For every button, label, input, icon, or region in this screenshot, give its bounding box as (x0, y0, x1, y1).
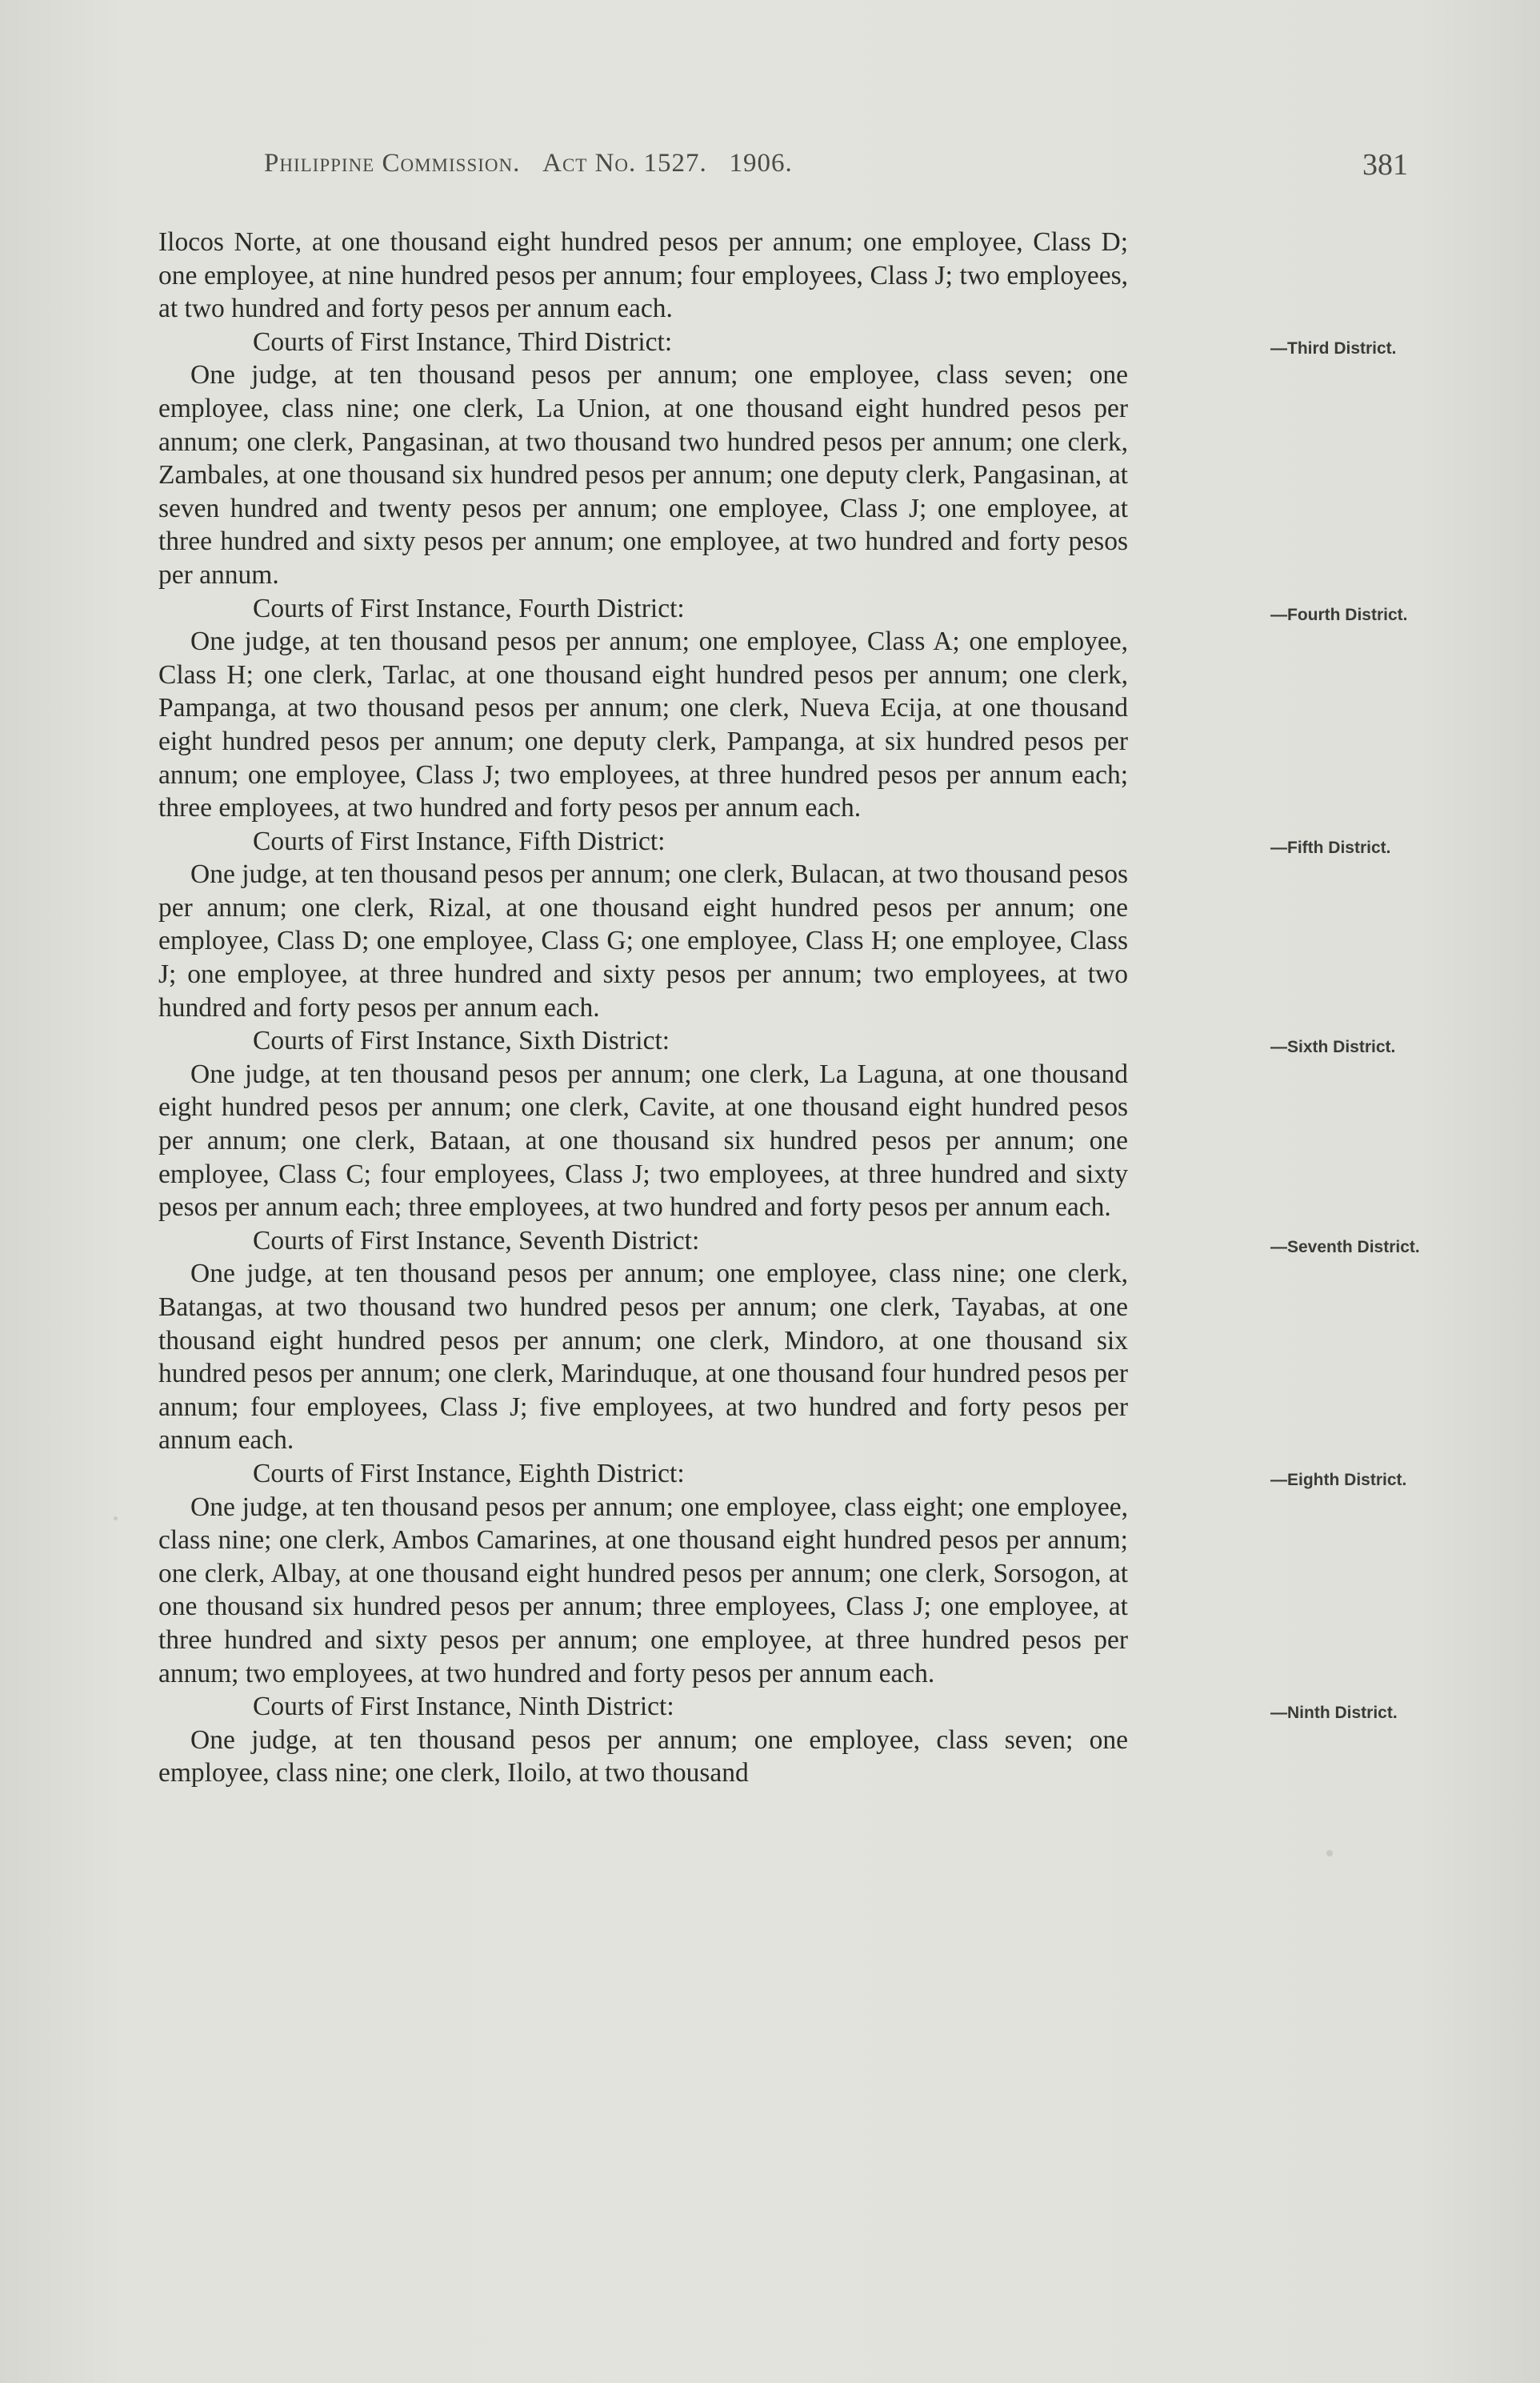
section-heading-text: Courts of First Instance, Sixth District: (253, 1026, 670, 1056)
side-note-fourth-district: —Fourth District. (1270, 605, 1408, 624)
act-number: Act No. 1527. (542, 149, 707, 178)
paper-speck (1326, 1850, 1333, 1856)
section-heading-text: Courts of First Instance, Eighth District: (253, 1458, 685, 1488)
page-body (158, 226, 1420, 1790)
section-heading-text: Courts of First Instance, Fifth District: (253, 826, 666, 856)
side-note-sixth-district: —Sixth District. (1270, 1038, 1396, 1057)
section-text-third-district: One judge, at ten thousand pesos per annum; one employee, class seven; one employee, class nine; one clerk, La Union, at one thousand eight hundred pesos per annum; one clerk, Pangasinan, at two thousand two hundred pesos per annum; one clerk, Zambales, at one thousand six hundred pesos per annum; one deputy clerk, Pangasinan, at seven hundred and twenty pesos per annum; one employee, Class J; one employee, at three hundred and sixty pesos per annum; one employee, at two hundred and forty pesos per annum. (158, 360, 1128, 590)
section-heading-ninth-district (158, 1690, 1398, 1724)
section-heading-text: Courts of First Instance, Fourth District: (253, 593, 685, 623)
section-text-fifth-district: One judge, at ten thousand pesos per annum; one clerk, Bulacan, at two thousand pesos per annum; one clerk, Rizal, at one thousand eight hundred pesos per annum; one employee, Class D; one employee, Class G; one employee, Class H; one employee, Class J; one employee, at three hundred and sixty pesos per annum; two employees, at two hundred and forty pesos per annum each. (158, 859, 1128, 1023)
side-note-third-district: —Third District. (1270, 338, 1397, 358)
side-note-eighth-district: —Eighth District. (1270, 1470, 1407, 1489)
section-heading-third-district (158, 326, 1397, 359)
running-header (264, 149, 793, 178)
side-note-seventh-district: —Seventh District. (1270, 1237, 1420, 1256)
section-heading-sixth-district (158, 1024, 1396, 1058)
section-heading-text: Courts of First Instance, Third District: (253, 326, 673, 357)
section-text-sixth-district: One judge, at ten thousand pesos per annum; one clerk, La Laguna, at one thousand eight hundred pesos per annum; one clerk, Cavite, at one thousand eight hundred pesos per annum; one clerk, Bataan, at one thousand six hundred pesos per annum; one employee, Class C; four employees, Class J; two employees, at three hundred and sixty pesos per annum each; three employees, at two hundred and forty pesos per annum each. (158, 1059, 1128, 1223)
section-heading-eighth-district (158, 1457, 1407, 1491)
paper-speck (114, 1516, 118, 1520)
side-note-fifth-district: —Fifth District. (1270, 838, 1391, 857)
page-number: 381 (1362, 148, 1408, 182)
section-heading-text: Courts of First Instance, Seventh District: (253, 1225, 700, 1256)
side-note-ninth-district: —Ninth District. (1270, 1704, 1398, 1723)
section-text-fourth-district: One judge, at ten thousand pesos per annum; one employee, Class A; one employee, Class H; one clerk, Tarlac, at one thousand eight hundred pesos per annum; one clerk, Pampanga, at two thousand pesos per annum; one clerk, Nueva Ecija, at one thousand eight hundred pesos per annum; one deputy clerk, Pampanga, at six hundred pesos per annum; one employee, Class J; two employees, at three hundred pesos per annum each; three employees, at two hundred and forty pesos per annum each. (158, 627, 1128, 823)
section-heading-fourth-district (158, 592, 1408, 626)
section-heading-text: Courts of First Instance, Ninth District: (253, 1692, 674, 1722)
section-text-eighth-district: One judge, at ten thousand pesos per annum; one employee, class eight; one employee, class nine; one clerk, Ambos Camarines, at one thousand eight hundred pesos per annum; one clerk, Albay, at one thousand eight hundred pesos per annum; one clerk, Sorsogon, at one thousand six hundred pesos per annum; three employees, Class J; one employee, at three hundred and sixty pesos per annum; one employee, at three hundred pesos per annum; two employees, at two hundred and forty pesos per annum each. (158, 1492, 1128, 1688)
section-text-seventh-district: One judge, at ten thousand pesos per annum; one employee, class nine; one clerk, Batangas, at two thousand two hundred pesos per annum; one clerk, Tayabas, at one thousand eight hundred pesos per annum; one clerk, Mindoro, at one thousand six hundred pesos per annum; one clerk, Marinduque, at one thousand four hundred pesos per annum; four employees, Class J; five employees, at two hundred and forty pesos per annum each. (158, 1259, 1128, 1456)
year: 1906. (729, 149, 793, 178)
section-heading-seventh-district (158, 1224, 1420, 1258)
section-heading-fifth-district (158, 825, 1391, 859)
section-text-ninth-district: One judge, at ten thousand pesos per annum; one employee, class seven; one employee, class nine; one clerk, Iloilo, at two thousand (158, 1724, 1128, 1788)
running-title: Philippine Commission. (264, 149, 521, 178)
opening-paragraph: Ilocos Norte, at one thousand eight hundred pesos per annum; one employee, Class D; one employee, at nine hundred pesos per annum; four employees, Class J; two employees, at two hundred and forty pesos per annum each. (158, 227, 1128, 324)
